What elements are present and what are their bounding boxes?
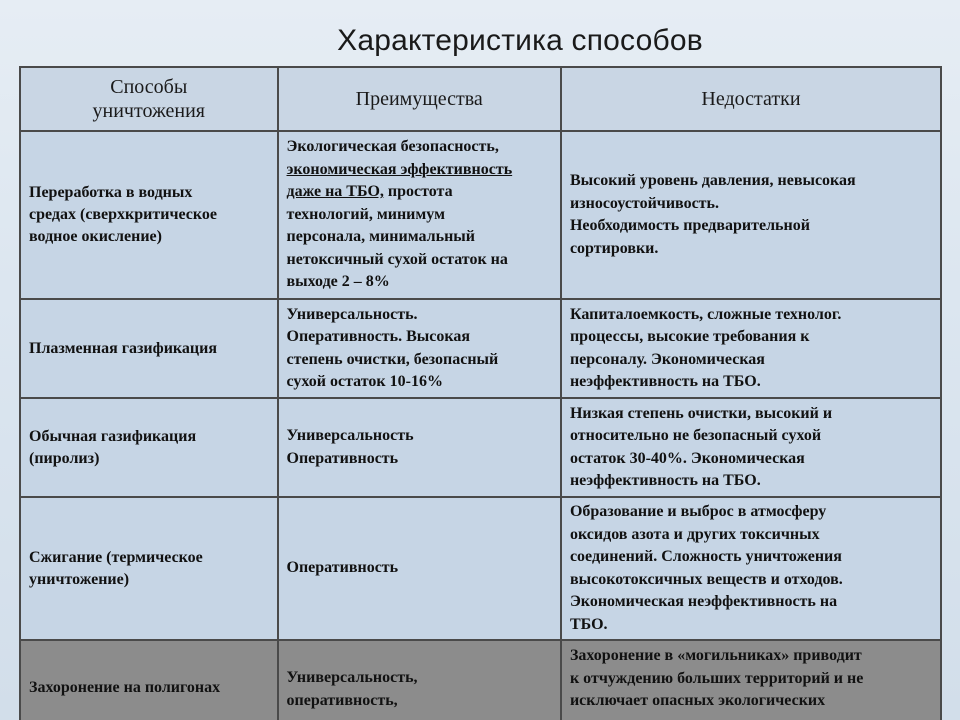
table-row <box>20 299 941 398</box>
method-cell: Захоронение на полигонах <box>20 640 278 720</box>
table-row <box>20 398 941 497</box>
disadvantages-cell: Капиталоемкость, сложные технолог. процессы, высокие требования к персоналу. Экономическая неэффективность на ТБО. <box>561 299 941 398</box>
advantages-cell: Оперативность <box>278 497 561 640</box>
table-header-row <box>20 67 941 131</box>
disadvantages-cell: Низкая степень очистки, высокий и относительно не безопасный сухой остаток 30-40%. Экономическая неэффективность на ТБО. <box>561 398 941 497</box>
method-cell: Сжигание (термическое уничтожение) <box>20 497 278 640</box>
advantages-cell: Экологическая безопасность, экономическая эффективность даже на ТБО, простота технологий, минимум персонала, минимальный нетоксичный сухой остаток на выходе 2 – 8% <box>278 131 561 299</box>
header-disadvantages: Недостатки <box>561 67 941 131</box>
advantages-cell: Универсальность, оперативность, <box>278 640 561 720</box>
header-advantages: Преимущества <box>278 67 561 131</box>
table-row <box>20 497 941 640</box>
method-cell: Обычная газификация (пиролиз) <box>20 398 278 497</box>
page-title: Характеристика способов <box>337 24 703 57</box>
methods-table <box>19 66 942 720</box>
advantages-cell: Универсальность. Оперативность. Высокая степень очистки, безопасный сухой остаток 10-16% <box>278 299 561 398</box>
method-cell: Плазменная газификация <box>20 299 278 398</box>
advantages-cell: Универсальность Оперативность <box>278 398 561 497</box>
disadvantages-cell: Захоронение в «могильниках» приводит к отчуждению больших территорий и не исключает опасных экологических <box>561 640 941 720</box>
header-method: Способы уничтожения <box>20 67 278 131</box>
disadvantages-cell: Высокий уровень давления, невысокая износоустойчивость. Необходимость предварительной сортировки. <box>561 131 941 299</box>
table-row <box>20 640 941 720</box>
underlined-text: экономическая эффективность даже на ТБО, <box>286 160 513 201</box>
table-row <box>20 131 941 299</box>
method-cell: Переработка в водных средах (сверхкритическое водное окисление) <box>20 131 278 299</box>
disadvantages-cell: Образование и выброс в атмосферу оксидов азота и других токсичных соединений. Сложность уничтожения высокотоксичных веществ и отходов. Экономическая неэффективность на ТБО. <box>561 497 941 640</box>
